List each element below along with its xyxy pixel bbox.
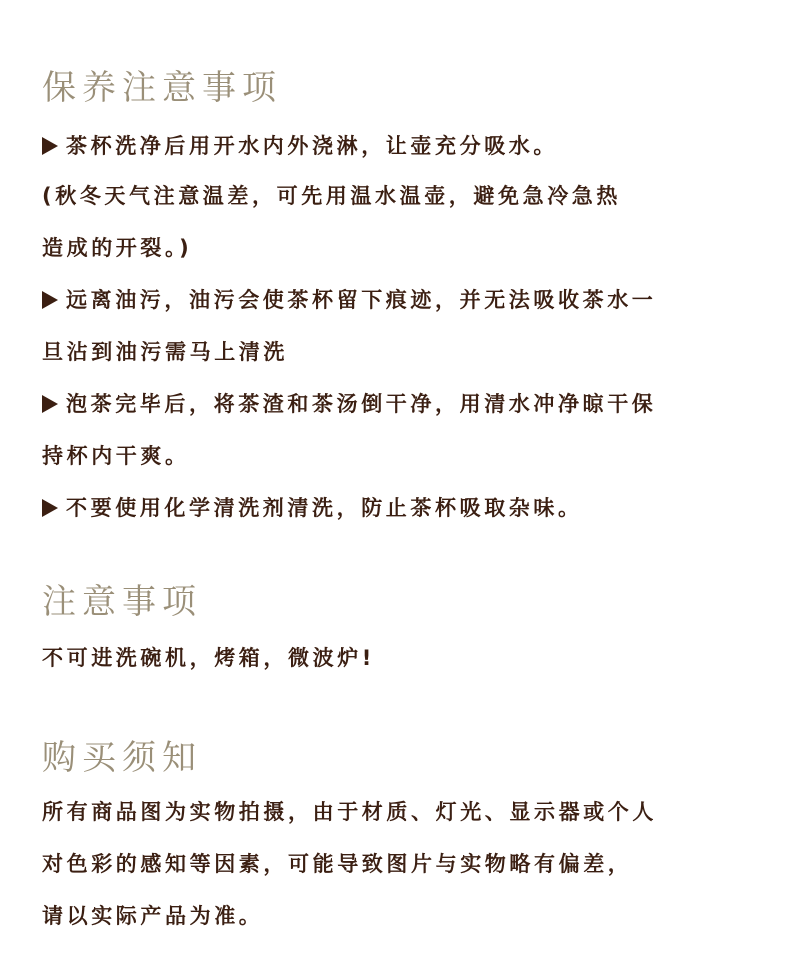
- care-note-line-2: 造成的开裂。): [42, 236, 193, 260]
- care-bullet-4: [42, 494, 583, 522]
- care-bullet-2-continuation: 旦沾到油污需马上清洗: [42, 340, 288, 364]
- triangle-right-icon: [42, 137, 58, 155]
- purchase-line-1: 所有商品图为实物拍摄，由于材质、灯光、显示器或个人: [42, 800, 657, 824]
- care-bullet-3-text: 泡茶完毕后，将茶渣和茶汤倒干净，用清水冲净晾干保: [66, 392, 657, 416]
- triangle-right-icon: [42, 499, 58, 517]
- purchase-line-2: 对色彩的感知等因素，可能导致图片与实物略有偏差，: [42, 852, 633, 876]
- care-bullet-2-text: 远离油污，油污会使茶杯留下痕迹，并无法吸收茶水一: [66, 288, 657, 312]
- care-bullet-1: [42, 132, 558, 160]
- notice-section-title: 注意事项: [42, 582, 202, 622]
- care-bullet-2: [42, 286, 656, 314]
- care-bullet-1-text: 茶杯洗净后用开水内外浇淋，让壶充分吸水。: [66, 134, 558, 158]
- care-note-line-1: (秋冬天气注意温差，可先用温水温壶，避免急冷急热: [42, 184, 621, 208]
- triangle-right-icon: [42, 291, 58, 309]
- care-bullet-4-text: 不要使用化学清洗剂清洗，防止茶杯吸取杂味。: [66, 496, 583, 520]
- purchase-section-title: 购买须知: [42, 738, 202, 778]
- notice-text: 不可进洗碗机，烤箱，微波炉!: [42, 646, 375, 670]
- purchase-line-3: 请以实际产品为准。: [42, 904, 264, 928]
- care-bullet-3-continuation: 持杯内干爽。: [42, 444, 190, 468]
- care-section-title: 保养注意事项: [42, 68, 282, 108]
- care-bullet-3: [42, 390, 656, 418]
- triangle-right-icon: [42, 395, 58, 413]
